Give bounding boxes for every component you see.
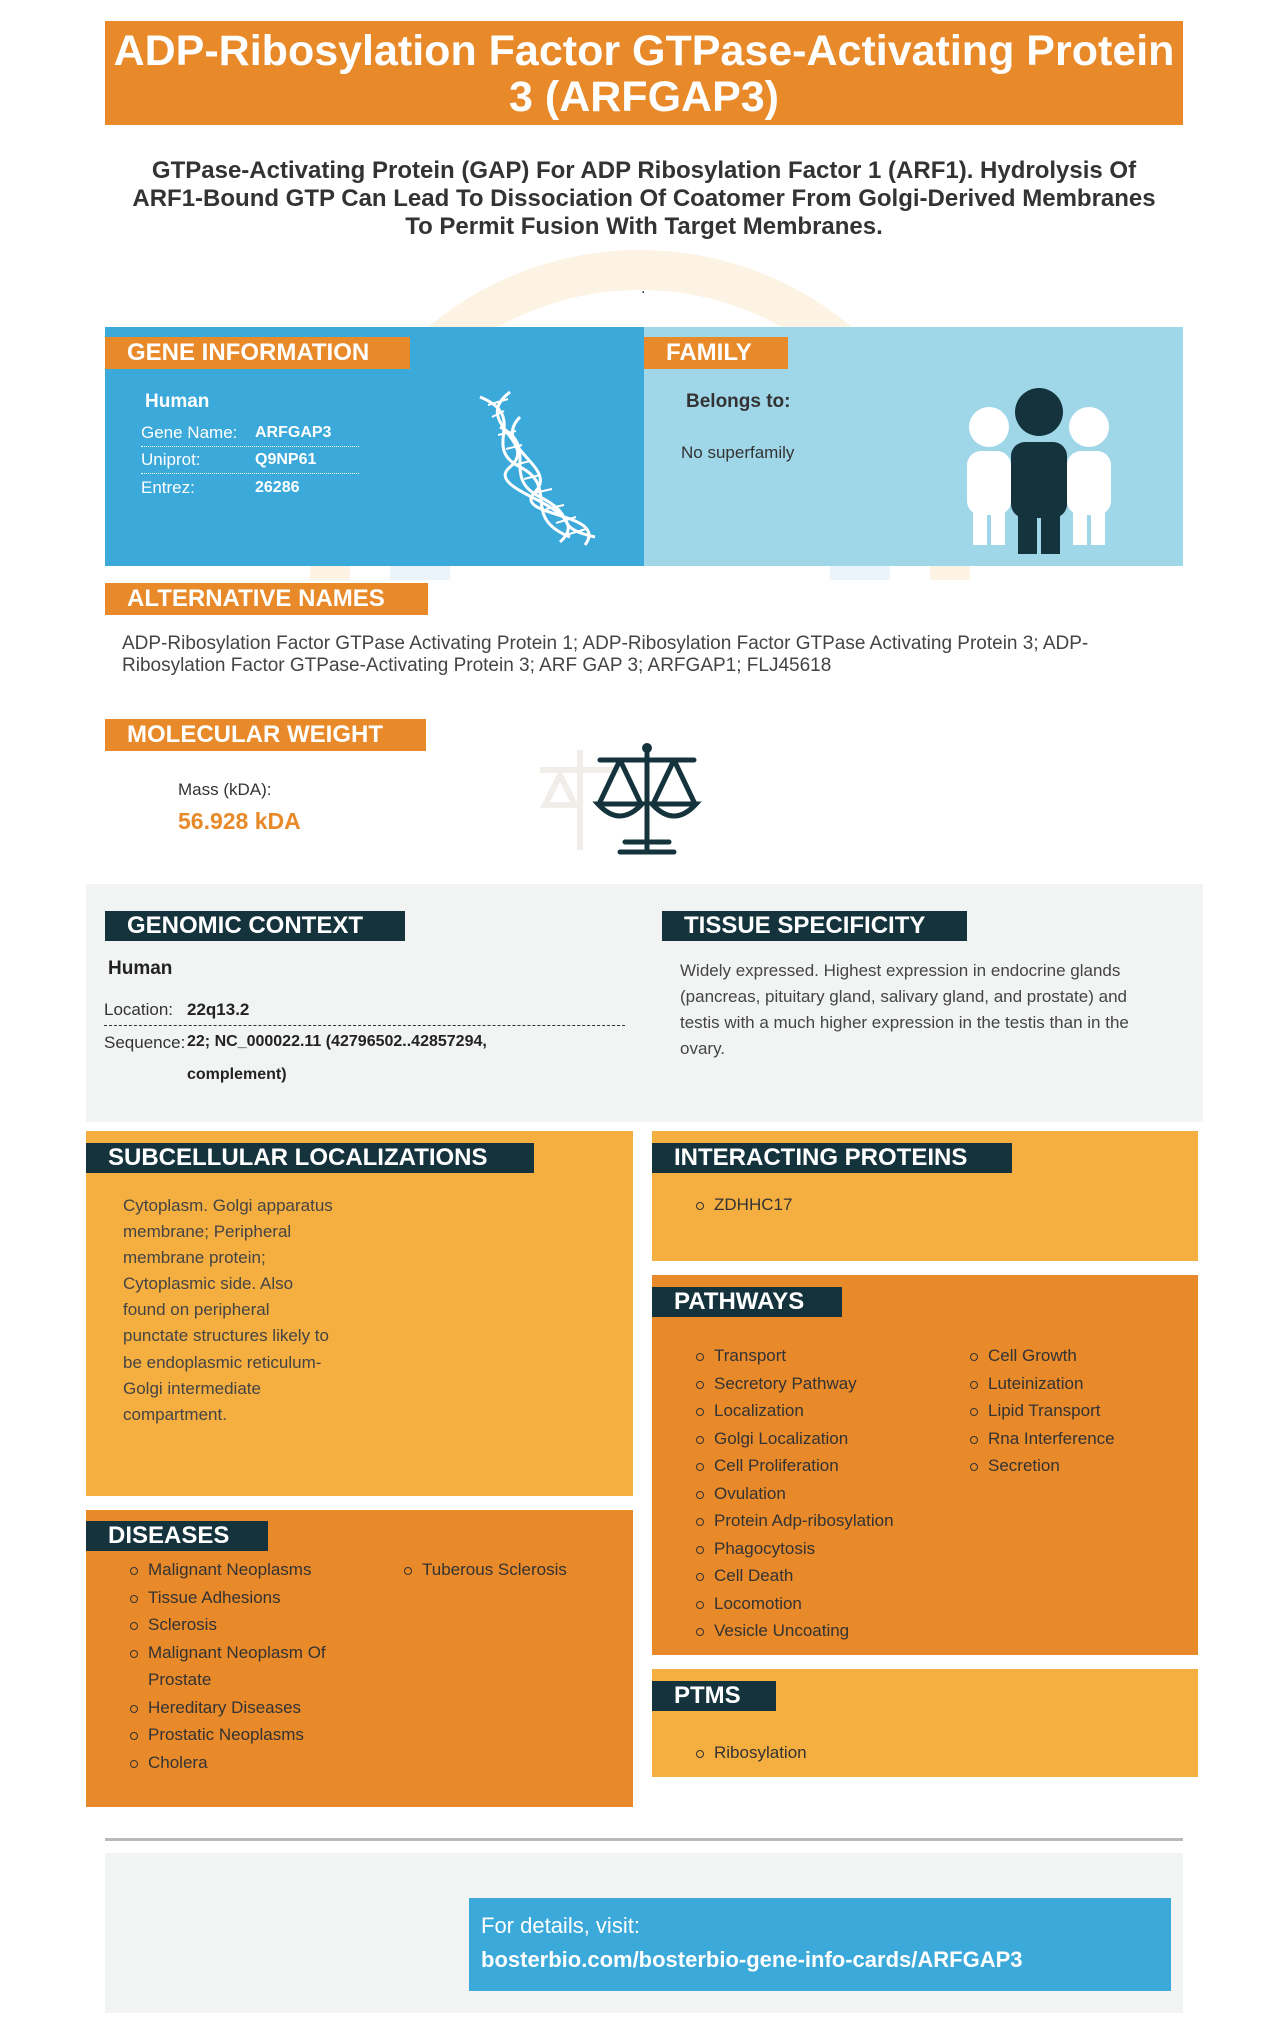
pathways-panel bbox=[652, 1275, 1198, 1655]
ptms-heading: PTMS bbox=[652, 1681, 776, 1711]
pathway-item: Luteinization bbox=[968, 1370, 1178, 1398]
subcellular-text: Cytoplasm. Golgi apparatus membrane; Peripheral membrane protein; Cytoplasmic side. Also found on peripheral punctate structures likely to be endoplasmic reticulum-Golgi intermediate compartment. bbox=[123, 1196, 333, 1424]
diseases-heading: DISEASES bbox=[86, 1521, 268, 1551]
disease-item: Malignant Neoplasms bbox=[128, 1556, 358, 1584]
molecular-weight-heading: MOLECULAR WEIGHT bbox=[105, 719, 426, 751]
interacting-proteins-list bbox=[694, 1191, 994, 1219]
tissue-specificity-heading: TISSUE SPECIFICITY bbox=[662, 911, 967, 941]
people-icon bbox=[964, 387, 1114, 557]
page-title: ADP-Ribosylation Factor GTPase-Activating Protein 3 (ARFGAP3) bbox=[105, 21, 1183, 125]
tissue-specificity-text: Widely expressed. Highest expression in endocrine glands (pancreas, pituitary gland, salivary gland, and prostate) and testis with a much higher expression in the testis than in the ovary. bbox=[680, 961, 1129, 1058]
disease-item: Cholera bbox=[128, 1749, 358, 1777]
footer-divider bbox=[105, 1838, 1183, 1841]
ptms-panel bbox=[652, 1669, 1198, 1777]
pathway-item: Protein Adp-ribosylation bbox=[694, 1507, 954, 1535]
uniprot-value: Q9NP61 bbox=[255, 451, 317, 468]
disease-item: Tissue Adhesions bbox=[128, 1584, 358, 1612]
pathway-item: Locomotion bbox=[694, 1590, 954, 1618]
mass-value: 56.928 kDA bbox=[178, 808, 301, 834]
genomic-species: Human bbox=[108, 958, 173, 979]
pathway-item: Rna Interference bbox=[968, 1425, 1178, 1453]
alternative-names-text: ADP-Ribosylation Factor GTPase Activating Protein 1; ADP-Ribosylation Factor GTPase Activating Protein 3; ADP-Ribosylation Factor GTPase-Activating Protein 3; ARF GAP 3; ARFGAP1; FLJ45618 bbox=[122, 633, 1089, 676]
uniprot-label: Uniprot: bbox=[141, 450, 201, 469]
summary-dot: . bbox=[641, 280, 646, 297]
pathway-item: Golgi Localization bbox=[694, 1425, 954, 1453]
pathway-item: Cell Death bbox=[694, 1562, 954, 1590]
subcellular-heading: SUBCELLULAR LOCALIZATIONS bbox=[86, 1143, 534, 1173]
mass-label: Mass (kDA): bbox=[178, 780, 272, 799]
location-label: Location: bbox=[104, 1000, 173, 1019]
disease-item: Prostatic Neoplasms bbox=[128, 1721, 358, 1749]
pathways-heading: PATHWAYS bbox=[652, 1287, 842, 1317]
dna-icon bbox=[460, 387, 610, 547]
disease-item: Sclerosis bbox=[128, 1611, 358, 1639]
location-value: 22q13.2 bbox=[187, 1000, 250, 1019]
family-heading: FAMILY bbox=[644, 337, 788, 369]
diseases-panel bbox=[86, 1510, 633, 1807]
gene-information-panel bbox=[105, 327, 644, 566]
footer-url-link[interactable]: bosterbio.com/bosterbio-gene-info-cards/ARFGAP3 bbox=[481, 1947, 1023, 1972]
gene-information-heading: GENE INFORMATION bbox=[105, 337, 410, 369]
disease-item: Malignant Neoplasm Of Prostate bbox=[128, 1639, 358, 1694]
genomic-context-heading: GENOMIC CONTEXT bbox=[105, 911, 405, 941]
sequence-value-line2: complement) bbox=[187, 1066, 287, 1083]
pathway-item: Secretory Pathway bbox=[694, 1370, 954, 1398]
gene-name-value: ARFGAP3 bbox=[255, 424, 332, 441]
ptms-list bbox=[694, 1739, 994, 1767]
disease-item: Hereditary Diseases bbox=[128, 1694, 358, 1722]
scale-icon bbox=[540, 730, 760, 860]
location-row bbox=[104, 998, 625, 1026]
diseases-list-col2 bbox=[402, 1556, 622, 1584]
subcellular-panel bbox=[86, 1131, 633, 1496]
ptm-item: Ribosylation bbox=[694, 1739, 994, 1767]
gene-name-label: Gene Name: bbox=[141, 423, 238, 442]
entrez-row bbox=[141, 478, 359, 502]
interacting-proteins-heading: INTERACTING PROTEINS bbox=[652, 1143, 1012, 1173]
footer-link-box[interactable] bbox=[469, 1898, 1171, 1991]
family-panel bbox=[644, 327, 1183, 566]
uniprot-row bbox=[141, 450, 359, 474]
family-value: No superfamily bbox=[681, 443, 795, 462]
entrez-value: 26286 bbox=[255, 479, 300, 496]
pathway-item: Transport bbox=[694, 1342, 954, 1370]
pathway-item: Phagocytosis bbox=[694, 1535, 954, 1563]
interacting-proteins-panel bbox=[652, 1131, 1198, 1261]
pathway-item: Cell Proliferation bbox=[694, 1452, 954, 1480]
footer-visit-label: For details, visit: bbox=[481, 1913, 640, 1938]
interacting-protein-item: ZDHHC17 bbox=[694, 1191, 994, 1219]
sequence-label: Sequence: bbox=[104, 1033, 186, 1052]
pathway-item: Secretion bbox=[968, 1452, 1178, 1480]
pathways-list-col1 bbox=[694, 1342, 954, 1645]
sequence-value-line1: 22; NC_000022.11 (42796502..42857294, bbox=[187, 1033, 487, 1050]
pathway-item: Ovulation bbox=[694, 1480, 954, 1508]
pathway-item: Localization bbox=[694, 1397, 954, 1425]
gene-name-row bbox=[141, 423, 359, 447]
gene-species: Human bbox=[145, 391, 210, 412]
pathway-item: Vesicle Uncoating bbox=[694, 1617, 954, 1645]
disease-item: Tuberous Sclerosis bbox=[402, 1556, 622, 1584]
entrez-label: Entrez: bbox=[141, 478, 195, 497]
family-belongs-label: Belongs to: bbox=[686, 391, 791, 412]
protein-summary: GTPase-Activating Protein (GAP) For ADP Ribosylation Factor 1 (ARF1). Hydrolysis Of ARF1-Bound GTP Can Lead To Dissociation Of Coatomer From Golgi-Derived Membranes To Permit Fusion With Target Membranes. bbox=[132, 157, 1156, 240]
pathways-list-col2 bbox=[968, 1342, 1178, 1480]
pathway-item: Cell Growth bbox=[968, 1342, 1178, 1370]
pathway-item: Lipid Transport bbox=[968, 1397, 1178, 1425]
alternative-names-heading: ALTERNATIVE NAMES bbox=[105, 583, 428, 615]
diseases-list-col1 bbox=[128, 1556, 358, 1776]
